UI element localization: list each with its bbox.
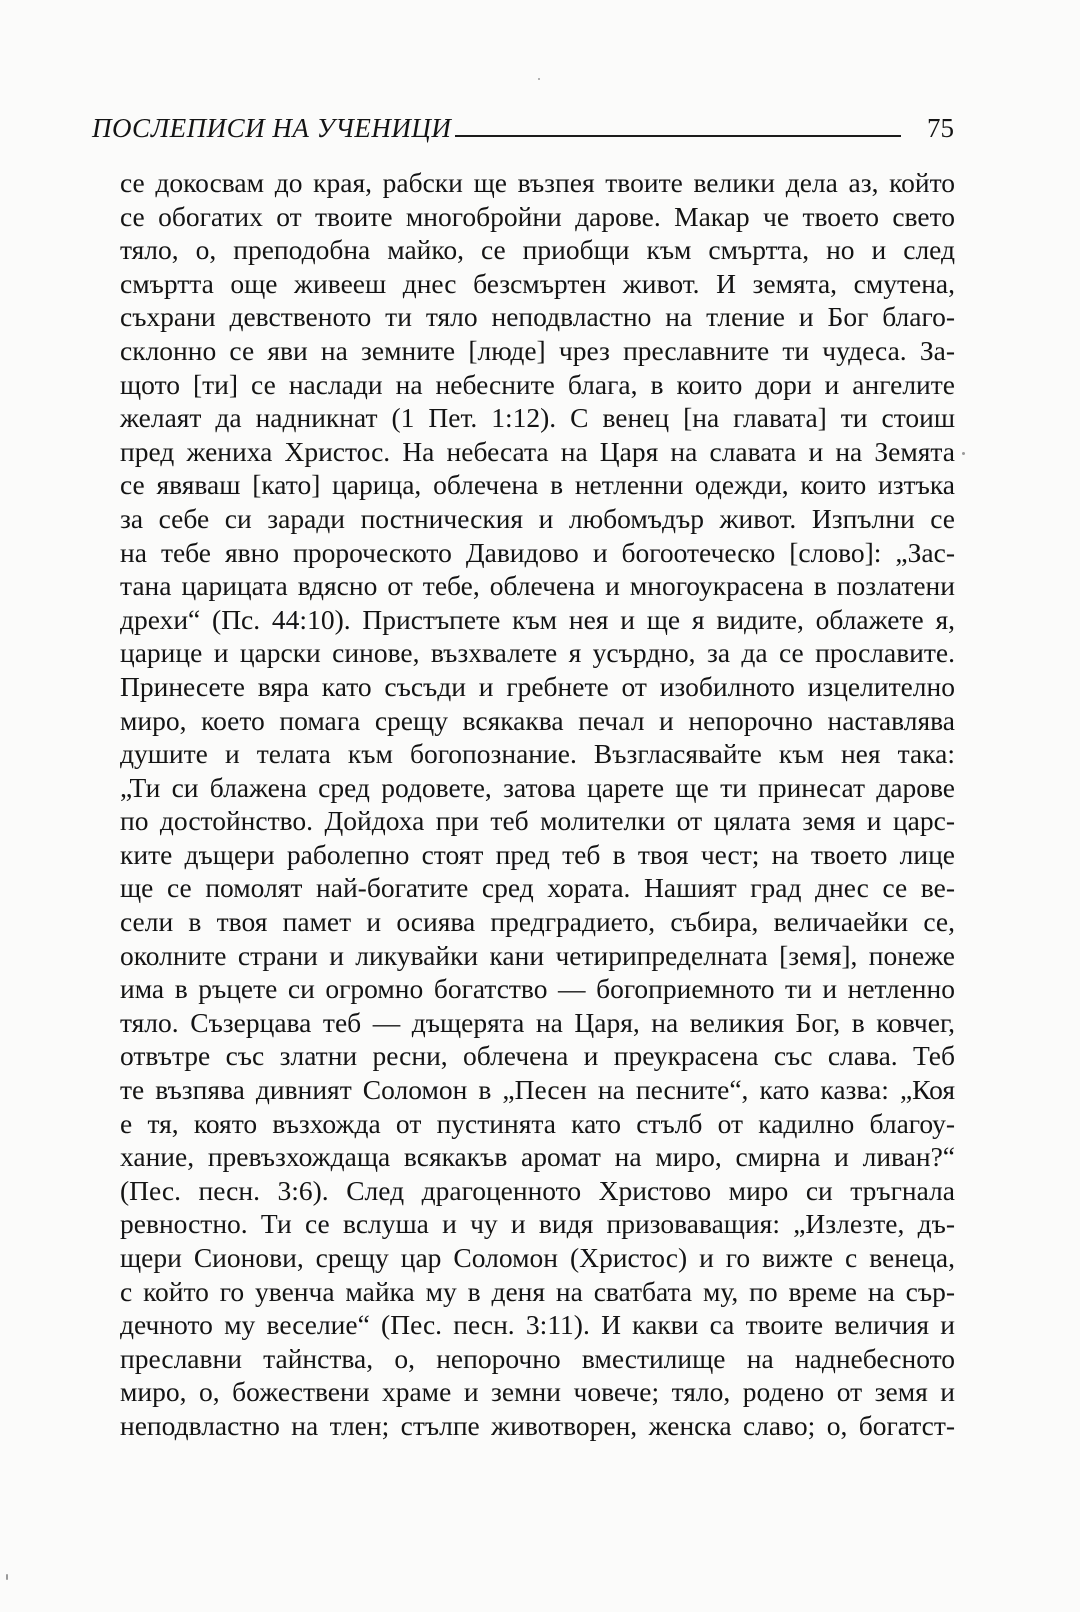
body-text [120, 166, 955, 1443]
text-line: смъртта още живееш днес безсмъртен живот. И земята, смутена, [120, 267, 955, 299]
header-rule [455, 135, 901, 137]
text-line: (Пес. песн. 3:6). След драгоценното Христово миро си тръгнала [120, 1174, 955, 1206]
text-line: се явяваш [като] царица, облечена в нетленни одежди, които изтъка [120, 469, 955, 501]
text-line: тана царицата вдясно от тебе, облечена и многоукрасена в позлатени [120, 570, 955, 602]
scan-speck [538, 78, 540, 80]
text-line: на тебе явно пророческото Давидово и богоотеческо [слово]: „Зас- [120, 536, 955, 568]
running-header [92, 102, 954, 142]
text-line: се обогатих от твоите многобройни дарове. Макар че твоето свето [120, 200, 955, 232]
text-line: пред жениха Христос. На небесата на Царя на славата и на Земята [120, 435, 955, 467]
text-line: преславни тайнства, о, непорочно вместилище на наднебесното [120, 1342, 955, 1374]
text-line: има в ръцете си огромно богатство — богоприемното ти и нетленно [120, 973, 955, 1005]
text-line: околните страни и ликувайки кани четирипределната [земя], понеже [120, 939, 955, 971]
text-line: те възпява дивният Соломон в „Песен на песните“, като казва: „Коя [120, 1074, 955, 1106]
text-line: ще се помолят най-богатите сред хората. Нашият град днес се ве- [120, 872, 955, 904]
text-line: е тя, която възхожда от пустинята като стълб от кадилно благоу- [120, 1107, 955, 1139]
text-line: душите и телата към богопознание. Възгласявайте към нея така: [120, 738, 955, 770]
text-line: щери Сионови, срещу цар Соломон (Христос) и го вижте с венеца, [120, 1242, 955, 1273]
text-line: тяло, о, преподобна майко, се приобщи към смъртта, но и след [120, 234, 955, 266]
text-line: съхрани девственото ти тяло неподвластно на тление и Бог благо- [120, 301, 955, 333]
text-line: миро, което помага срещу всякаква печал и непорочно наставлява [120, 704, 955, 736]
text-line: ките дъщери раболепно стоят пред теб в твоя чест; на твоето лице [120, 838, 955, 870]
scan-speck [6, 1574, 8, 1580]
text-line: „Ти си блажена сред родовете, затова царете ще ти принесат дарове [120, 771, 955, 803]
text-line: дрехи“ (Пс. 44:10). Пристъпете към нея и ще я видите, облажете я, [120, 603, 955, 635]
text-line: склонно се яви на земните [люде] чрез преславните ти чудеса. За- [120, 334, 955, 366]
text-line: хание, превъзхождаща всякакъв аромат на миро, смирна и ливан?“ [120, 1141, 955, 1173]
text-line: за себе си заради постническия и любомъдър живот. Изпълни се [120, 502, 955, 534]
text-line: тяло. Съзерцава теб — дъщерята на Царя, на великия Бог, в ковчег, [120, 1006, 955, 1038]
scan-speck [962, 452, 965, 455]
text-line: щото [ти] се наслади на небесните блага, в които дори и ангелите [120, 368, 955, 400]
text-line: ревностно. Ти се вслуша и чу и видя призоваващия: „Излезте, дъ- [120, 1208, 955, 1240]
text-line: се докосвам до края, рабски ще възпея твоите велики дела аз, който [120, 167, 955, 198]
text-line: царице и царски синове, възхвалете я усърдно, за да се прославите. [120, 637, 955, 669]
text-line: Принесете вяра като съсъди и гребнете от изобилното изцелително [120, 670, 955, 702]
text-line: желаят да надникнат (1 Пет. 1:12). С венец [на главата] ти стоиш [120, 402, 955, 434]
text-line: отвътре със златни ресни, облечена и преукрасена със слава. Теб [120, 1040, 955, 1072]
text-line: с който го увенча майка му в деня на сватбата му, по време на сър- [120, 1275, 955, 1307]
running-title: ПОСЛЕПИСИ НА УЧЕНИЦИ [92, 113, 452, 143]
text-line: неподвластно на тлен; стълпе животворен, женска славо; о, богатст- [120, 1409, 955, 1441]
page-number: 75 [927, 113, 954, 143]
text-line: сели в твоя памет и осиява предградието, събира, величаейки се, [120, 906, 955, 938]
text-line: дечното му веселие“ (Пес. песн. 3:11). И какви са твоите величия и [120, 1309, 955, 1341]
text-line: миро, о, божествени храме и земни човече; тяло, родено от земя и [120, 1376, 955, 1408]
text-line: по достойнство. Дойдоха при теб молителки от цялата земя и царс- [120, 805, 955, 837]
